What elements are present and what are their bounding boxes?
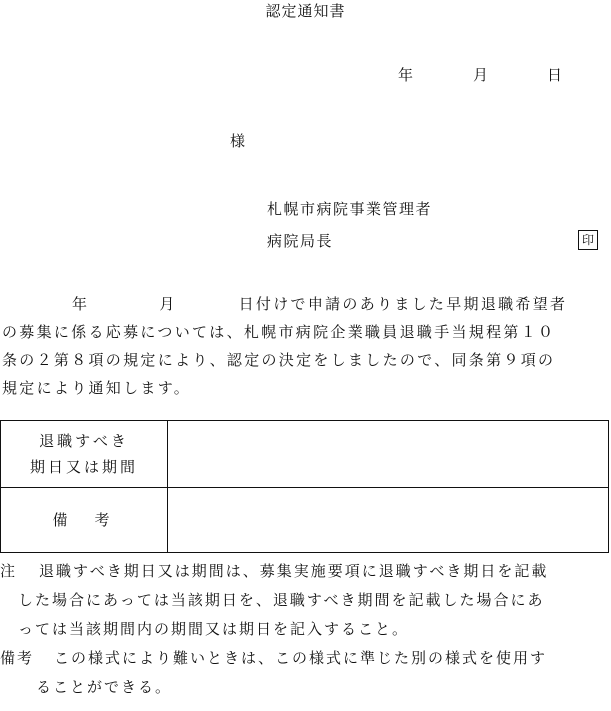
body-month: 月 (159, 295, 177, 313)
note-section (0, 557, 611, 702)
body-line-4: 規定により通知します。 (2, 379, 192, 397)
seal-mark: 印 (578, 230, 598, 250)
issuer-name: 病院局長 (267, 232, 334, 250)
note-line-1-text: 退職すべき期日又は期間は、募集実施要項に退職すべき期日を記載 (39, 562, 549, 580)
date-year-label: 年 (398, 66, 414, 84)
notification-body (2, 290, 602, 402)
document-title: 認定通知書 (265, 2, 346, 20)
addressee-suffix: 様 (230, 132, 246, 150)
retirement-info-table (0, 420, 609, 553)
body-line-1-rest: 日付けで申請のありました早期退職希望者 (238, 295, 568, 313)
remark-line-2: ることができる。 (36, 678, 173, 696)
date-month-label: 月 (473, 66, 489, 84)
remark-label: 備考 (0, 649, 35, 667)
remark-line-1 (0, 644, 611, 673)
remarks-label: 備 考 (1, 488, 168, 553)
issuer-title: 札幌市病院事業管理者 (267, 200, 433, 218)
remarks-value[interactable] (168, 488, 609, 553)
retirement-date-value[interactable] (168, 421, 609, 488)
table-row (1, 488, 609, 553)
note-line-3: っては当該期間内の期間又は期日を記入すること。 (18, 620, 410, 638)
table-row (1, 421, 609, 488)
body-year: 年 (72, 295, 90, 313)
note-line-1 (0, 557, 611, 586)
retirement-date-label-line1: 退職すべき (39, 432, 129, 450)
date-day-label: 日 (547, 66, 563, 84)
body-line-1 (2, 290, 602, 318)
note-label: 注 (0, 562, 18, 580)
body-line-2: の募集に係る応募については、札幌市病院企業職員退職手当規程第１０ (2, 323, 556, 341)
retirement-date-label (1, 421, 168, 488)
body-line-3: 条の２第８項の規定により、認定の決定をしましたので、同条第９項の (2, 351, 556, 369)
note-line-2: した場合にあっては当該期日を、退職すべき期間を記載した場合にあ (18, 591, 545, 609)
retirement-date-label-line2: 期日又は期間 (29, 458, 138, 476)
remark-line-1-text: この様式により難いときは、この様式に準じた別の様式を使用す (54, 649, 548, 667)
